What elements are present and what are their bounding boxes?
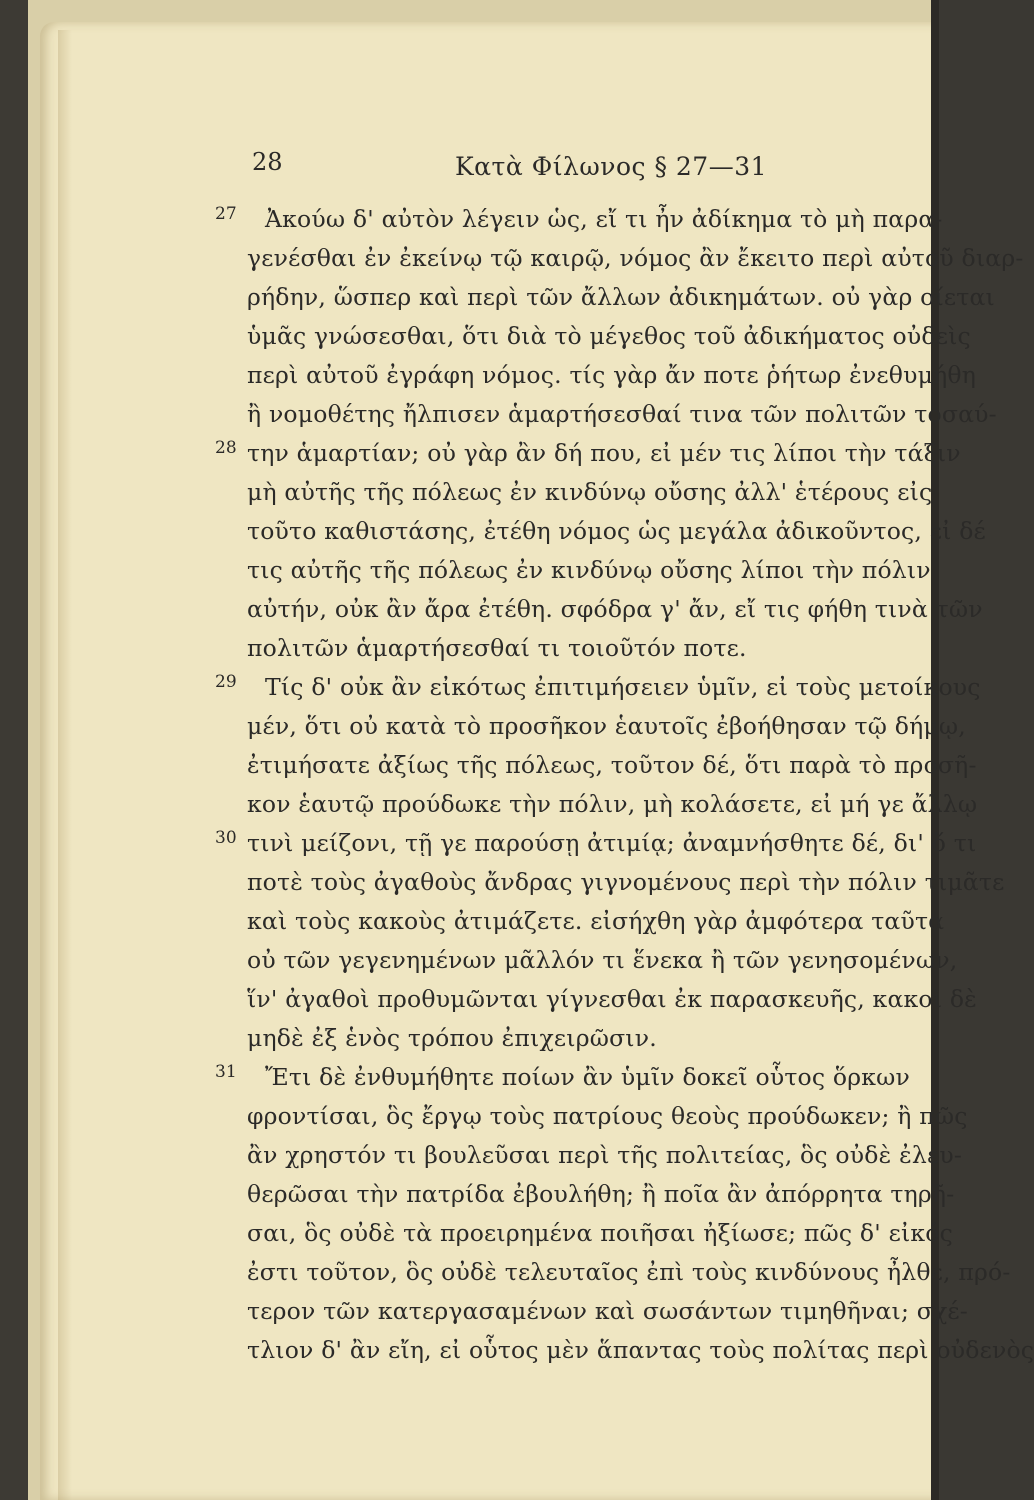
text-line: ὑμᾶς γνώσεσθαι, ὅτι διὰ τὸ μέγεθος τοῦ ἀδικήματος οὐδεὶς (247, 322, 971, 350)
text-line: καὶ τοὺς κακοὺς ἀτιμάζετε. εἰσήχθη γὰρ ἀμφότερα ταῦτα (247, 907, 945, 935)
text-line: περὶ αὐτοῦ ἐγράφη νόμος. τίς γὰρ ἄν ποτε ῥήτωρ ἐνεθυμήθη (247, 361, 977, 389)
section-number: 30 (215, 828, 237, 848)
text-line: Ἀκούω δ' αὐτὸν λέγειν ὡς, εἴ τι ἦν ἀδίκημα τὸ μὴ παρα- (265, 205, 943, 233)
section-28 (215, 434, 986, 668)
text-body (215, 200, 1034, 1370)
text-line: οὐ τῶν γεγενημένων μᾶλλόν τι ἕνεκα ἢ τῶν γενησομένων, (247, 946, 958, 974)
text-line: θερῶσαι τὴν πατρίδα ἐβουλήθη; ἢ ποῖα ἂν ἀπόρρητα τηρῆ- (247, 1180, 955, 1208)
text-line: φροντίσαι, ὃς ἔργῳ τοὺς πατρίους θεοὺς προύδωκεν; ἢ πῶς (247, 1102, 968, 1130)
text-line: ἐτιμήσατε ἀξίως τῆς πόλεως, τοῦτον δέ, ὅτι παρὰ τὸ προσῆ- (247, 751, 977, 779)
text-line: σαι, ὃς οὐδὲ τὰ προειρημένα ποιῆσαι ἠξίωσε; πῶς δ' εἰκός (247, 1219, 953, 1247)
text-line: τινὶ μείζονι, τῇ γε παρούσῃ ἀτιμίᾳ; ἀναμνήσθητε δέ, δι' ὅ τι (247, 829, 977, 857)
text-line: μηδὲ ἐξ ἑνὸς τρόπου ἐπιχειρῶσιν. (247, 1024, 657, 1052)
text-line: τερον τῶν κατεργασαμένων καὶ σωσάντων τιμηθῆναι; σχέ- (247, 1297, 968, 1325)
text-line: Ἔτι δὲ ἐνθυμήθητε ποίων ἂν ὑμῖν δοκεῖ οὗτος ὅρκων (265, 1063, 910, 1091)
text-line: μὴ αὐτῆς τῆς πόλεως ἐν κινδύνῳ οὔσης ἀλλ' ἑτέρους εἰς (247, 478, 933, 506)
text-line: ποτὲ τοὺς ἀγαθοὺς ἄνδρας γιγνομένους περὶ τὴν πόλιν τιμᾶτε (247, 868, 1005, 896)
section-number: 28 (215, 438, 237, 458)
text-line: ρήδην, ὥσπερ καὶ περὶ τῶν ἄλλων ἀδικημάτων. οὐ γὰρ οἴεται (247, 283, 995, 311)
text-line: ἐστι τοῦτον, ὃς οὐδὲ τελευταῖος ἐπὶ τοὺς κινδύνους ἦλθε, πρό- (247, 1258, 1011, 1286)
section-number: 27 (215, 204, 237, 224)
text-line: γενέσθαι ἐν ἐκείνῳ τῷ καιρῷ, νόμος ἂν ἔκειτο περὶ αὐτοῦ διαρ- (247, 244, 1024, 272)
section-27 (215, 200, 1024, 434)
text-line: πολιτῶν ἁμαρτήσεσθαί τι τοιοῦτόν ποτε. (247, 634, 747, 662)
section-number: 31 (215, 1062, 237, 1082)
text-line: ἵν' ἀγαθοὶ προθυμῶνται γίγνεσθαι ἐκ παρασκευῆς, κακοὶ δὲ (247, 985, 977, 1013)
page-header (0, 140, 939, 190)
text-line: μέν, ὅτι οὐ κατὰ τὸ προσῆκον ἑαυτοῖς ἐβοήθησαν τῷ δήμῳ, (247, 712, 966, 740)
page-number: 28 (252, 148, 283, 176)
text-line: ἂν χρηστόν τι βουλεῦσαι περὶ τῆς πολιτείας, ὃς οὐδὲ ἐλευ- (247, 1141, 962, 1169)
text-line: αὐτήν, οὐκ ἂν ἄρα ἐτέθη. σφόδρα γ' ἄν, εἴ τις φήθη τινὰ τῶν (247, 595, 983, 623)
section-29 (215, 668, 981, 824)
section-31 (215, 1058, 1034, 1370)
text-line: κον ἑαυτῷ προύδωκε τὴν πόλιν, μὴ κολάσετε, εἰ μή γε ἄλλῳ (247, 790, 978, 818)
text-line: τλιον δ' ἂν εἴη, εἰ οὗτος μὲν ἅπαντας τοὺς πολίτας περὶ οὐδενὸς (247, 1336, 1034, 1364)
text-line: τις αὐτῆς τῆς πόλεως ἐν κινδύνῳ οὔσης λίποι τὴν πόλιν (247, 556, 931, 584)
text-line: τοῦτο καθιστάσης, ἐτέθη νόμος ὡς μεγάλα ἀδικοῦντος, εἰ δέ (247, 517, 986, 545)
binding-shadow (58, 30, 72, 1500)
text-line: Τίς δ' οὐκ ἂν εἰκότως ἐπιτιμήσειεν ὑμῖν, εἰ τοὺς μετοίκους (265, 673, 981, 701)
running-head: Κατὰ Φίλωνος § 27—31 (455, 152, 768, 181)
text-line: την ἁμαρτίαν; οὐ γὰρ ἂν δή που, εἰ μέν τις λίποι τὴν τάξιν (247, 439, 961, 467)
section-30 (215, 824, 1005, 1058)
section-number: 29 (215, 672, 237, 692)
text-line: ἢ νομοθέτης ἤλπισεν ἁμαρτήσεσθαί τινα τῶν πολιτῶν τοσαύ- (247, 400, 997, 428)
